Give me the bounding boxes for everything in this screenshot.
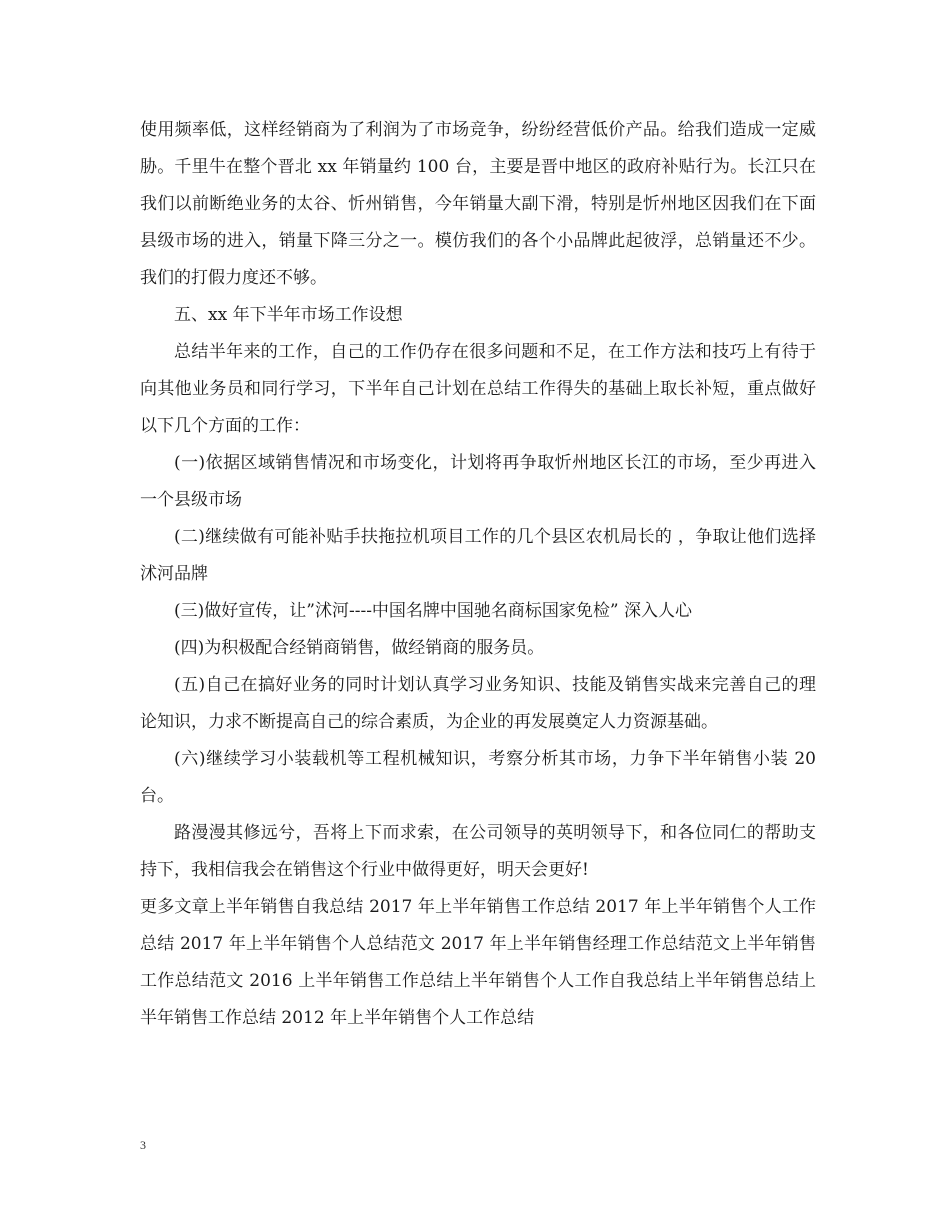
plan-item-5: (五)自己在搞好业务的同时计划认真学习业务知识、技能及销售实战来完善自己的理论知识，力求不断提高自己的综合素质，为企业的再发展奠定人力资源基础。: [140, 675, 816, 732]
more-articles-links[interactable]: 更多文章上半年销售自我总结 2017 年上半年销售工作总结 2017 年上半年销售个人工作总结 2017 年上半年销售个人总结范文 2017 年上半年销售经理工作总结范文上半年销售工作总结范文 2016 上半年销售工作总结上半年销售个人工作自我总结上半年销售总结上半年销售工作总结 2012 年上半年销售个人工作总结: [140, 897, 816, 1028]
plan-item-6: (六)继续学习小装载机等工程机械知识，考察分析其市场，力争下半年销售小装 20 台。: [140, 749, 816, 806]
page-number: 3: [140, 1138, 146, 1152]
paragraph-market-competition: 使用频率低，这样经销商为了利润为了市场竞争，纷纷经营低价产品。给我们造成一定威胁。千里牛在整个晋北 xx 年销量约 100 台，主要是晋中地区的政府补贴行为。长江只在我们以前断绝业务的太谷、忻州销售，今年销量大副下滑，特别是忻州地区因我们在下面县级市场的进入，销量下降三分之一。模仿我们的各个小品牌此起彼浮，总销量还不少。我们的打假力度还不够。: [140, 120, 816, 288]
paragraph-closing: 路漫漫其修远兮，吾将上下而求索，在公司领导的英明领导下，和各位同仁的帮助支持下，我相信我会在销售这个行业中做得更好，明天会更好!: [140, 823, 816, 880]
plan-item-1: (一)依据区域销售情况和市场变化，计划将再争取忻州地区长江的市场，至少再进入一个县级市场: [140, 453, 816, 510]
document-body: [140, 112, 816, 1037]
plan-item-2: (二)继续做有可能补贴手扶拖拉机项目工作的几个县区农机局长的 ，争取让他们选择沭河品牌: [140, 527, 816, 584]
plan-item-4: (四)为积极配合经销商销售，做经销商的服务员。: [174, 638, 545, 658]
paragraph-summary: 总结半年来的工作，自己的工作仍存在很多问题和不足，在工作方法和技巧上有待于向其他业务员和同行学习，下半年自己计划在总结工作得失的基础上取长补短，重点做好以下几个方面的工作：: [140, 342, 816, 436]
plan-item-3: (三)做好宣传，让”沭河----中国名牌中国驰名商标国家免检” 深入人心: [174, 601, 693, 621]
section-heading-plan: 五、xx 年下半年市场工作设想: [174, 305, 403, 325]
